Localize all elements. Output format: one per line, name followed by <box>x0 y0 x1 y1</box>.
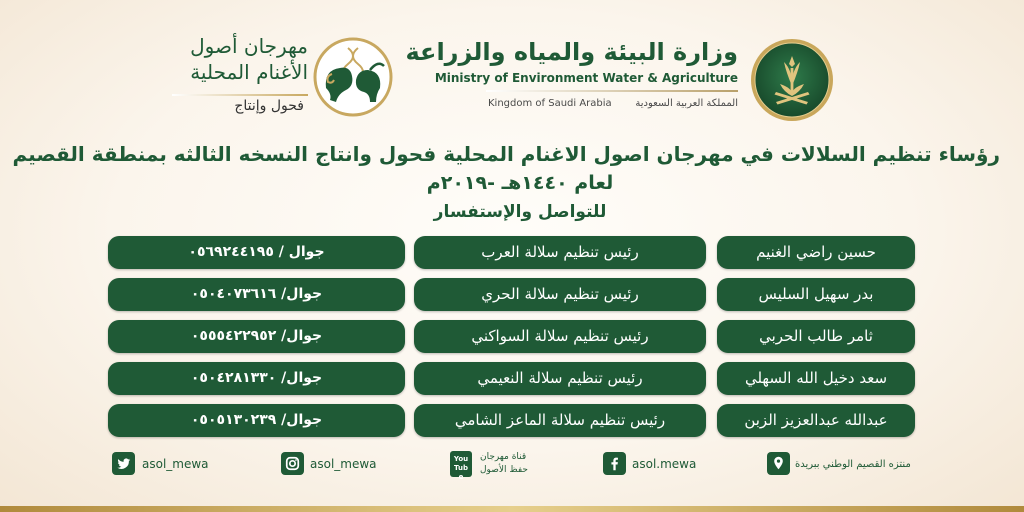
ministry-block <box>405 38 738 114</box>
divider <box>172 94 308 96</box>
divider <box>486 90 738 92</box>
festival-title-line2: الأغنام المحلية <box>190 60 308 84</box>
ministry-emblem-icon <box>750 38 834 122</box>
twitter-handle[interactable]: asol_mewa <box>142 457 209 471</box>
ministry-name-en: Ministry of Environment Water & Agriculture <box>434 71 738 85</box>
festival-logo-icon <box>312 36 394 118</box>
contact-name: سعد دخيل الله السهلي <box>717 362 915 395</box>
festival-title-line1: مهرجان أصول <box>190 34 308 58</box>
contact-name: ثامر طالب الحربي <box>717 320 915 353</box>
instagram-handle[interactable]: asol_mewa <box>310 457 377 471</box>
kingdom-ar: المملكة العربية السعودية <box>635 98 738 109</box>
contact-role: رئيس تنظيم سلالة الماعز الشامي <box>414 404 706 437</box>
location-text[interactable]: منتزه القصيم الوطني ببريدة <box>795 459 911 470</box>
instagram-icon[interactable] <box>281 452 304 475</box>
contact-name: عبدالله عبدالعزيز الزبن <box>717 404 915 437</box>
youtube-icon[interactable] <box>450 451 472 481</box>
location-pin-icon[interactable] <box>767 452 790 475</box>
bottom-border <box>0 506 1024 512</box>
youtube-channel-line1[interactable]: قناة مهرجان <box>480 452 527 462</box>
headline-contact-label: للتواصل والإستفسار <box>433 202 607 222</box>
headline-title: رؤساء تنظيم السلالات في مهرجان اصول الاغنام المحلية فحول وانتاج النسخه الثالثه بمنطقة القصيم <box>12 142 1000 166</box>
contact-phone[interactable]: جوال/ ٠٥٥٥٤٢٢٩٥٢ <box>108 320 405 353</box>
contact-phone[interactable]: جوال/ ٠٥٠٥١٣٠٢٣٩ <box>108 404 405 437</box>
twitter-icon[interactable] <box>112 452 135 475</box>
kingdom-en: Kingdom of Saudi Arabia <box>488 98 612 109</box>
contact-name: حسين راضي الغنيم <box>717 236 915 269</box>
contact-role: رئيس تنظيم سلالة النعيمي <box>414 362 706 395</box>
youtube-channel-line2[interactable]: حفظ الأصول <box>480 465 528 475</box>
ministry-name-ar: وزارة البيئة والمياه والزراعة <box>405 38 738 66</box>
facebook-handle[interactable]: asol.mewa <box>632 457 697 471</box>
contact-role: رئيس تنظيم سلالة السواكني <box>414 320 706 353</box>
facebook-icon[interactable] <box>603 452 626 475</box>
kingdom-line <box>488 98 738 114</box>
contact-name: بدر سهيل السليس <box>717 278 915 311</box>
contact-role: رئيس تنظيم سلالة الحري <box>414 278 706 311</box>
contact-phone[interactable]: جوال/ ٠٥٠٤٠٧٣٦١٦ <box>108 278 405 311</box>
headline-year: لعام ١٤٤٠هـ -٢٠١٩م <box>426 172 614 194</box>
festival-block <box>172 30 308 120</box>
contact-phone[interactable]: جوال/ ٠٥٠٤٢٨١٣٣٠ <box>108 362 405 395</box>
youtube-logo-text: You Tube <box>453 455 469 481</box>
contact-phone[interactable]: جوال / ٠٥٦٩٢٤٤١٩٥ <box>108 236 405 269</box>
contact-role: رئيس تنظيم سلالة العرب <box>414 236 706 269</box>
festival-subtitle: فحول وإنتاج <box>234 98 304 114</box>
